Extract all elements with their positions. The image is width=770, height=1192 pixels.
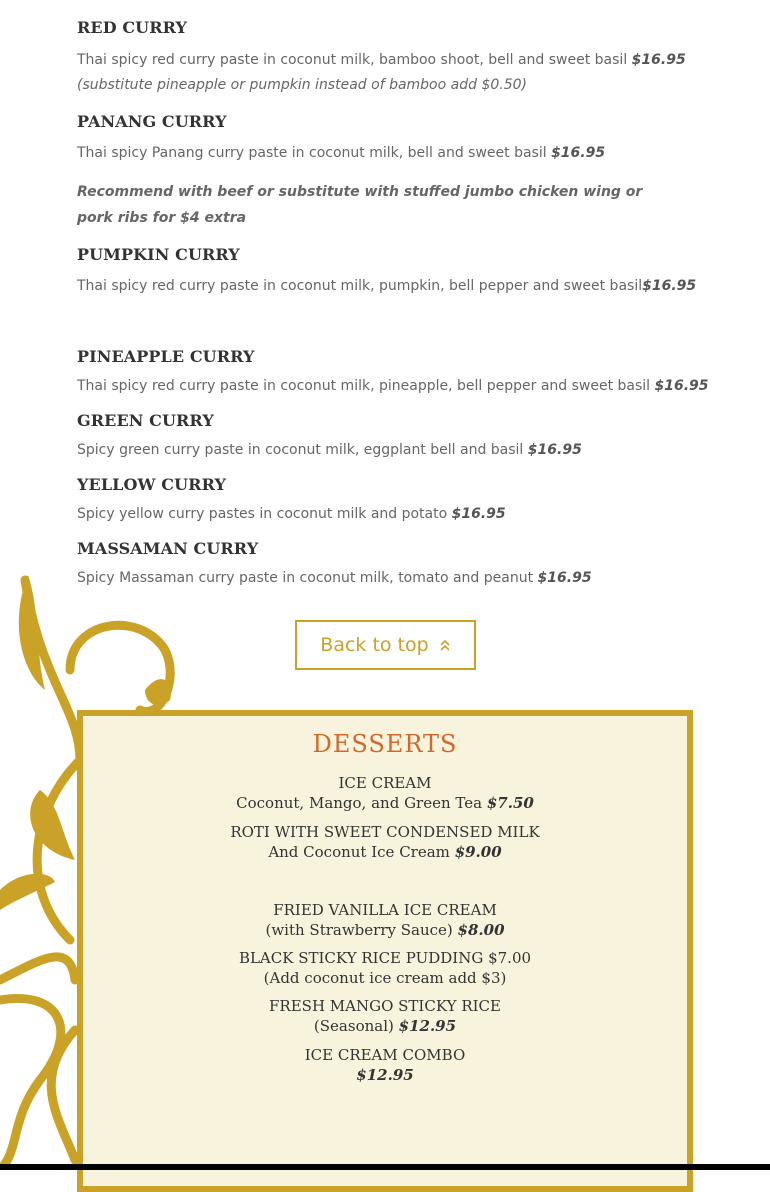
menu-item-price: $16.95 [631,52,686,68]
dessert-item [83,822,687,862]
dessert-price: $12.95 [356,1066,414,1084]
dessert-item [83,900,687,940]
menu-item-title: GREEN CURRY [77,411,214,430]
desserts-panel [77,710,693,1192]
dessert-item [83,948,687,988]
double-chevron-up-icon [439,638,451,652]
dessert-detail: (Seasonal) $12.95 [313,1017,457,1035]
menu-item-title: RED CURRY [77,18,188,37]
dessert-detail: (with Strawberry Sauce) $8.00 [265,921,505,939]
dessert-detail: And Coconut Ice Cream $9.00 [268,843,502,861]
menu-item-price: $16.95 [527,442,582,458]
back-to-top-button[interactable] [295,620,476,670]
back-to-top-label: Back to top [320,634,429,656]
dessert-detail: (Add coconut ice cream add $3) [263,969,507,987]
menu-item-description: Thai spicy red curry paste in coconut milk, pineapple, bell pepper and sweet basil $16.95 [77,378,709,394]
dessert-name: BLACK STICKY RICE PUDDING $7.00 [238,949,532,967]
desserts-heading: DESSERTS [312,730,458,758]
menu-item-description: Spicy green curry paste in coconut milk, eggplant bell and basil $16.95 [77,442,582,458]
menu-item-price: $16.95 [451,506,506,522]
menu-item-price: $16.95 [654,378,709,394]
menu-item-title: PINEAPPLE CURRY [77,347,255,366]
dessert-item [83,1045,687,1085]
menu-item-price: $16.95 [642,278,697,294]
dessert-name: FRIED VANILLA ICE CREAM [273,901,497,919]
dessert-price: $7.50 [486,794,534,812]
menu-item-title: YELLOW CURRY [77,475,227,494]
dessert-price: $9.00 [454,843,502,861]
dessert-name: FRESH MANGO STICKY RICE [269,997,501,1015]
menu-item-description: Thai spicy red curry paste in coconut milk, bamboo shoot, bell and sweet basil $16.95 [77,52,686,68]
menu-item-title: PANANG CURRY [77,112,227,131]
dessert-detail: Coconut, Mango, and Green Tea $7.50 [236,794,534,812]
dessert-name: ICE CREAM COMBO [304,1046,466,1064]
menu-item-recommendation: Recommend with beef or substitute with stuffed jumbo chicken wing or pork ribs for $4 extra [77,184,643,226]
dessert-name: ROTI WITH SWEET CONDENSED MILK [230,823,540,841]
menu-item-title: PUMPKIN CURRY [77,245,240,264]
menu-item-price: $16.95 [551,145,606,161]
menu-item-description: Spicy Massaman curry paste in coconut milk, tomato and peanut $16.95 [77,570,592,586]
bottom-bar [0,1164,770,1170]
menu-item-description: Thai spicy red curry paste in coconut milk, pumpkin, bell pepper and sweet basil$16.95 [77,278,697,294]
menu-item-description: Spicy yellow curry pastes in coconut milk and potato $16.95 [77,506,506,522]
dessert-price: $8.00 [457,921,505,939]
dessert-item [83,773,687,813]
menu-item-note: (substitute pineapple or pumpkin instead of bamboo add $0.50) [77,77,527,93]
menu-item-description: Thai spicy Panang curry paste in coconut milk, bell and sweet basil $16.95 [77,145,606,161]
menu-item-price: $16.95 [537,570,592,586]
menu-item-title: MASSAMAN CURRY [77,539,259,558]
dessert-name: ICE CREAM [338,774,432,792]
dessert-price: $12.95 [398,1017,457,1035]
dessert-item [83,996,687,1036]
